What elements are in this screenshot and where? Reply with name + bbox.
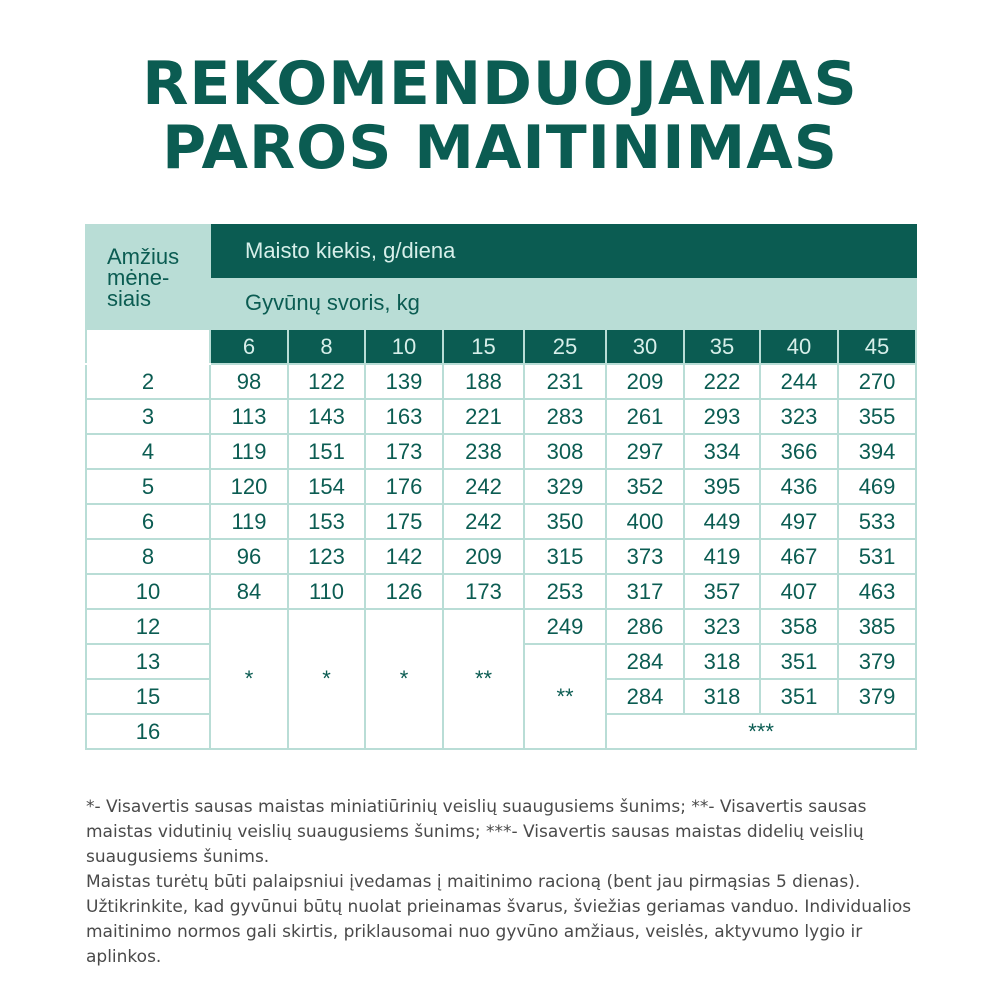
table-cell: 297 xyxy=(606,434,684,469)
age-cell: 16 xyxy=(86,714,210,749)
table-cell: 284 xyxy=(606,679,684,714)
cell-mark-medium: ** xyxy=(443,609,524,749)
cell-mark-small: * xyxy=(288,609,365,749)
table-cell: 126 xyxy=(365,574,443,609)
table-cell: 533 xyxy=(838,504,916,539)
age-cell: 13 xyxy=(86,644,210,679)
table-cell: 242 xyxy=(443,469,524,504)
table-cell: 110 xyxy=(288,574,365,609)
page-title-line-2: PAROS MAITINIMAS xyxy=(162,113,838,183)
table-cell: 308 xyxy=(524,434,606,469)
table-cell: 400 xyxy=(606,504,684,539)
table-row xyxy=(86,539,916,574)
age-header-line: Amžius xyxy=(107,243,180,269)
table-cell: 173 xyxy=(443,574,524,609)
food-amount-header: Maisto kiekis, g/diena xyxy=(210,225,916,277)
age-spacer xyxy=(86,329,210,364)
table-cell: 119 xyxy=(210,504,288,539)
table-cell: 238 xyxy=(443,434,524,469)
table-cell: 329 xyxy=(524,469,606,504)
table-cell: 379 xyxy=(838,644,916,679)
weight-45: 45 xyxy=(838,329,916,364)
page-title-line-1: REKOMENDUOJAMAS xyxy=(142,49,858,119)
table-cell: 334 xyxy=(684,434,760,469)
table-cell: 395 xyxy=(684,469,760,504)
table-cell: 355 xyxy=(838,399,916,434)
table-cell: 151 xyxy=(288,434,365,469)
weight-row xyxy=(86,329,916,364)
table-row xyxy=(86,469,916,504)
cell-mark-small: * xyxy=(365,609,443,749)
table-cell: 531 xyxy=(838,539,916,574)
table-cell: 373 xyxy=(606,539,684,574)
age-header-line: mėne- xyxy=(107,264,170,290)
footnote-legend: *- Visavertis sausas maistas miniatiūrinių veislių suaugusiems šunims; **- Visavertis sausas maistas vidutinių veislių suaugusiems šunims; ***- Visavertis sausas maistas didelių veislių suaugusiems šunims. xyxy=(86,797,867,867)
weight-35: 35 xyxy=(684,329,760,364)
table-cell: 357 xyxy=(684,574,760,609)
table-cell: 497 xyxy=(760,504,838,539)
feeding-table xyxy=(85,224,917,750)
table-cell: 350 xyxy=(524,504,606,539)
table-cell: 154 xyxy=(288,469,365,504)
age-cell: 15 xyxy=(86,679,210,714)
table-cell: 317 xyxy=(606,574,684,609)
table-row xyxy=(86,364,916,399)
table-cell: 293 xyxy=(684,399,760,434)
table-cell: 153 xyxy=(288,504,365,539)
table-cell: 139 xyxy=(365,364,443,399)
weight-header: Gyvūnų svoris, kg xyxy=(210,277,916,329)
footnotes xyxy=(86,795,926,970)
table-cell: 175 xyxy=(365,504,443,539)
table-cell: 358 xyxy=(760,609,838,644)
table-cell: 84 xyxy=(210,574,288,609)
table-cell: 221 xyxy=(443,399,524,434)
table-row xyxy=(86,609,916,644)
table-cell: 122 xyxy=(288,364,365,399)
table-row xyxy=(86,399,916,434)
table-cell: 323 xyxy=(684,609,760,644)
table-cell: 143 xyxy=(288,399,365,434)
table-cell: 352 xyxy=(606,469,684,504)
age-header xyxy=(86,225,210,329)
table-cell: 261 xyxy=(606,399,684,434)
age-cell: 10 xyxy=(86,574,210,609)
table-cell: 318 xyxy=(684,679,760,714)
table-cell: 119 xyxy=(210,434,288,469)
table-cell: 173 xyxy=(365,434,443,469)
table-cell: 467 xyxy=(760,539,838,574)
table-cell: 244 xyxy=(760,364,838,399)
table-cell: 286 xyxy=(606,609,684,644)
table-body xyxy=(86,364,916,609)
table-cell: 379 xyxy=(838,679,916,714)
age-cell: 4 xyxy=(86,434,210,469)
table-cell: 142 xyxy=(365,539,443,574)
table-cell: 419 xyxy=(684,539,760,574)
table-cell: 385 xyxy=(838,609,916,644)
table-cell: 123 xyxy=(288,539,365,574)
table-row xyxy=(86,504,916,539)
table-cell: 188 xyxy=(443,364,524,399)
table-cell: 163 xyxy=(365,399,443,434)
table-cell: 351 xyxy=(760,644,838,679)
table-cell: 463 xyxy=(838,574,916,609)
age-cell: 3 xyxy=(86,399,210,434)
table-cell: 323 xyxy=(760,399,838,434)
table-row xyxy=(86,574,916,609)
cell-mark-large: *** xyxy=(606,714,916,749)
weight-30: 30 xyxy=(606,329,684,364)
weight-40: 40 xyxy=(760,329,838,364)
table-cell: 209 xyxy=(606,364,684,399)
table-cell: 469 xyxy=(838,469,916,504)
age-cell: 8 xyxy=(86,539,210,574)
table-cell: 231 xyxy=(524,364,606,399)
table-cell: 249 xyxy=(524,609,606,644)
age-cell: 5 xyxy=(86,469,210,504)
cell-mark-small: * xyxy=(210,609,288,749)
table-cell: 253 xyxy=(524,574,606,609)
table-cell: 120 xyxy=(210,469,288,504)
table-cell: 449 xyxy=(684,504,760,539)
weight-15: 15 xyxy=(443,329,524,364)
table-cell: 366 xyxy=(760,434,838,469)
table-cell: 270 xyxy=(838,364,916,399)
table-cell: 242 xyxy=(443,504,524,539)
table-cell: 96 xyxy=(210,539,288,574)
table-cell: 315 xyxy=(524,539,606,574)
table-row xyxy=(86,434,916,469)
age-cell: 6 xyxy=(86,504,210,539)
table-cell: 394 xyxy=(838,434,916,469)
page-title xyxy=(0,49,1000,183)
table-cell: 113 xyxy=(210,399,288,434)
weight-8: 8 xyxy=(288,329,365,364)
table-cell: 351 xyxy=(760,679,838,714)
weight-10: 10 xyxy=(365,329,443,364)
cell-mark-medium: ** xyxy=(524,644,606,749)
weight-25: 25 xyxy=(524,329,606,364)
table-cell: 318 xyxy=(684,644,760,679)
table-cell: 283 xyxy=(524,399,606,434)
table-cell: 98 xyxy=(210,364,288,399)
age-header-line: siais xyxy=(107,285,152,311)
age-cell: 12 xyxy=(86,609,210,644)
table-cell: 407 xyxy=(760,574,838,609)
age-cell: 2 xyxy=(86,364,210,399)
table-cell: 436 xyxy=(760,469,838,504)
table-cell: 209 xyxy=(443,539,524,574)
table-cell: 176 xyxy=(365,469,443,504)
table-cell: 284 xyxy=(606,644,684,679)
weight-6: 6 xyxy=(210,329,288,364)
footnote-instructions: Maistas turėtų būti palaipsniui įvedamas į maitinimo racioną (bent jau pirmąsias 5 dienas). Užtikrinkite, kad gyvūnui būtų nuolat prieinamas švarus, šviežias geriamas vanduo. Individualios maitinimo normos gali skirtis, priklausomai nuo gyvūno amžiaus, veislės, aktyvumo lygio ir aplinkos. xyxy=(86,872,912,967)
table-cell: 222 xyxy=(684,364,760,399)
